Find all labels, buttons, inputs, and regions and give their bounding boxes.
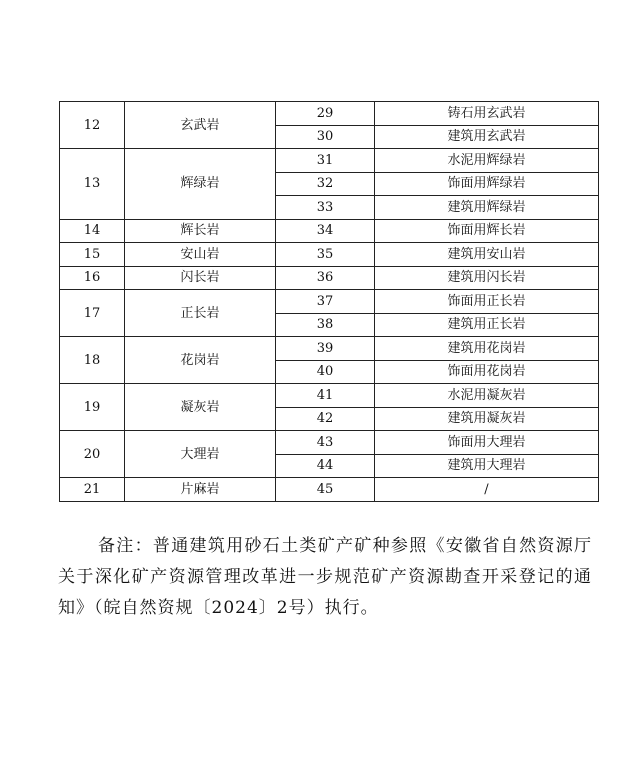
mineral-name-cell: 铸石用玄武岩: [375, 102, 599, 126]
mineral-name-cell: 建筑用闪长岩: [375, 266, 599, 290]
mineral-code-cell: 38: [276, 313, 375, 337]
table-body: [60, 102, 599, 502]
rock-type-cell: 玄武岩: [125, 102, 276, 149]
mineral-name-cell: 饰面用大理岩: [375, 431, 599, 455]
table-row: [60, 431, 599, 455]
mineral-name-cell: 建筑用花岗岩: [375, 337, 599, 361]
group-number-cell: 13: [60, 149, 125, 220]
mineral-code-cell: 43: [276, 431, 375, 455]
group-number-cell: 12: [60, 102, 125, 149]
group-number-cell: 17: [60, 290, 125, 337]
mineral-code-cell: 34: [276, 219, 375, 243]
mineral-code-cell: 36: [276, 266, 375, 290]
rock-type-cell: 辉长岩: [125, 219, 276, 243]
table-row: [60, 290, 599, 314]
mineral-code-cell: 42: [276, 407, 375, 431]
mineral-name-cell: 饰面用花岗岩: [375, 360, 599, 384]
group-number-cell: 15: [60, 243, 125, 267]
rock-type-cell: 片麻岩: [125, 478, 276, 502]
table-row: [60, 478, 599, 502]
rock-type-cell: 闪长岩: [125, 266, 276, 290]
mineral-name-cell: 饰面用辉长岩: [375, 219, 599, 243]
mineral-code-cell: 30: [276, 125, 375, 149]
mineral-name-cell: 建筑用凝灰岩: [375, 407, 599, 431]
group-number-cell: 16: [60, 266, 125, 290]
group-number-cell: 14: [60, 219, 125, 243]
mineral-code-cell: 45: [276, 478, 375, 502]
rock-type-cell: 安山岩: [125, 243, 276, 267]
rock-type-cell: 花岗岩: [125, 337, 276, 384]
rock-type-cell: 凝灰岩: [125, 384, 276, 431]
rock-type-cell: 正长岩: [125, 290, 276, 337]
rock-type-cell: 大理岩: [125, 431, 276, 478]
group-number-cell: 19: [60, 384, 125, 431]
mineral-name-cell: 饰面用正长岩: [375, 290, 599, 314]
mineral-name-cell: 水泥用凝灰岩: [375, 384, 599, 408]
table-row: [60, 219, 599, 243]
mineral-code-cell: 40: [276, 360, 375, 384]
mineral-name-cell: 建筑用安山岩: [375, 243, 599, 267]
mineral-name-cell: 建筑用大理岩: [375, 454, 599, 478]
table-row: [60, 243, 599, 267]
mineral-code-cell: 37: [276, 290, 375, 314]
mineral-name-cell: 饰面用辉绿岩: [375, 172, 599, 196]
table-row: [60, 266, 599, 290]
mineral-name-cell: /: [375, 478, 599, 502]
mineral-code-cell: 39: [276, 337, 375, 361]
group-number-cell: 20: [60, 431, 125, 478]
mineral-code-cell: 32: [276, 172, 375, 196]
mineral-code-cell: 31: [276, 149, 375, 173]
footnote-text: 备注：普通建筑用砂石土类矿产矿种参照《安徽省自然资源厅关于深化矿产资源管理改革进一步规范矿产资源勘查开采登记的通知》（皖自然资规〔2024〕2号）执行。: [58, 536, 592, 618]
mineral-name-cell: 水泥用辉绿岩: [375, 149, 599, 173]
mineral-name-cell: 建筑用辉绿岩: [375, 196, 599, 220]
mineral-code-cell: 44: [276, 454, 375, 478]
mineral-code-cell: 29: [276, 102, 375, 126]
mineral-code-cell: 41: [276, 384, 375, 408]
table-row: [60, 102, 599, 126]
mineral-name-cell: 建筑用正长岩: [375, 313, 599, 337]
group-number-cell: 21: [60, 478, 125, 502]
rock-type-cell: 辉绿岩: [125, 149, 276, 220]
table-row: [60, 149, 599, 173]
group-number-cell: 18: [60, 337, 125, 384]
mineral-table: [59, 101, 599, 502]
table-row: [60, 384, 599, 408]
mineral-code-cell: 35: [276, 243, 375, 267]
mineral-code-cell: 33: [276, 196, 375, 220]
mineral-name-cell: 建筑用玄武岩: [375, 125, 599, 149]
table-row: [60, 337, 599, 361]
